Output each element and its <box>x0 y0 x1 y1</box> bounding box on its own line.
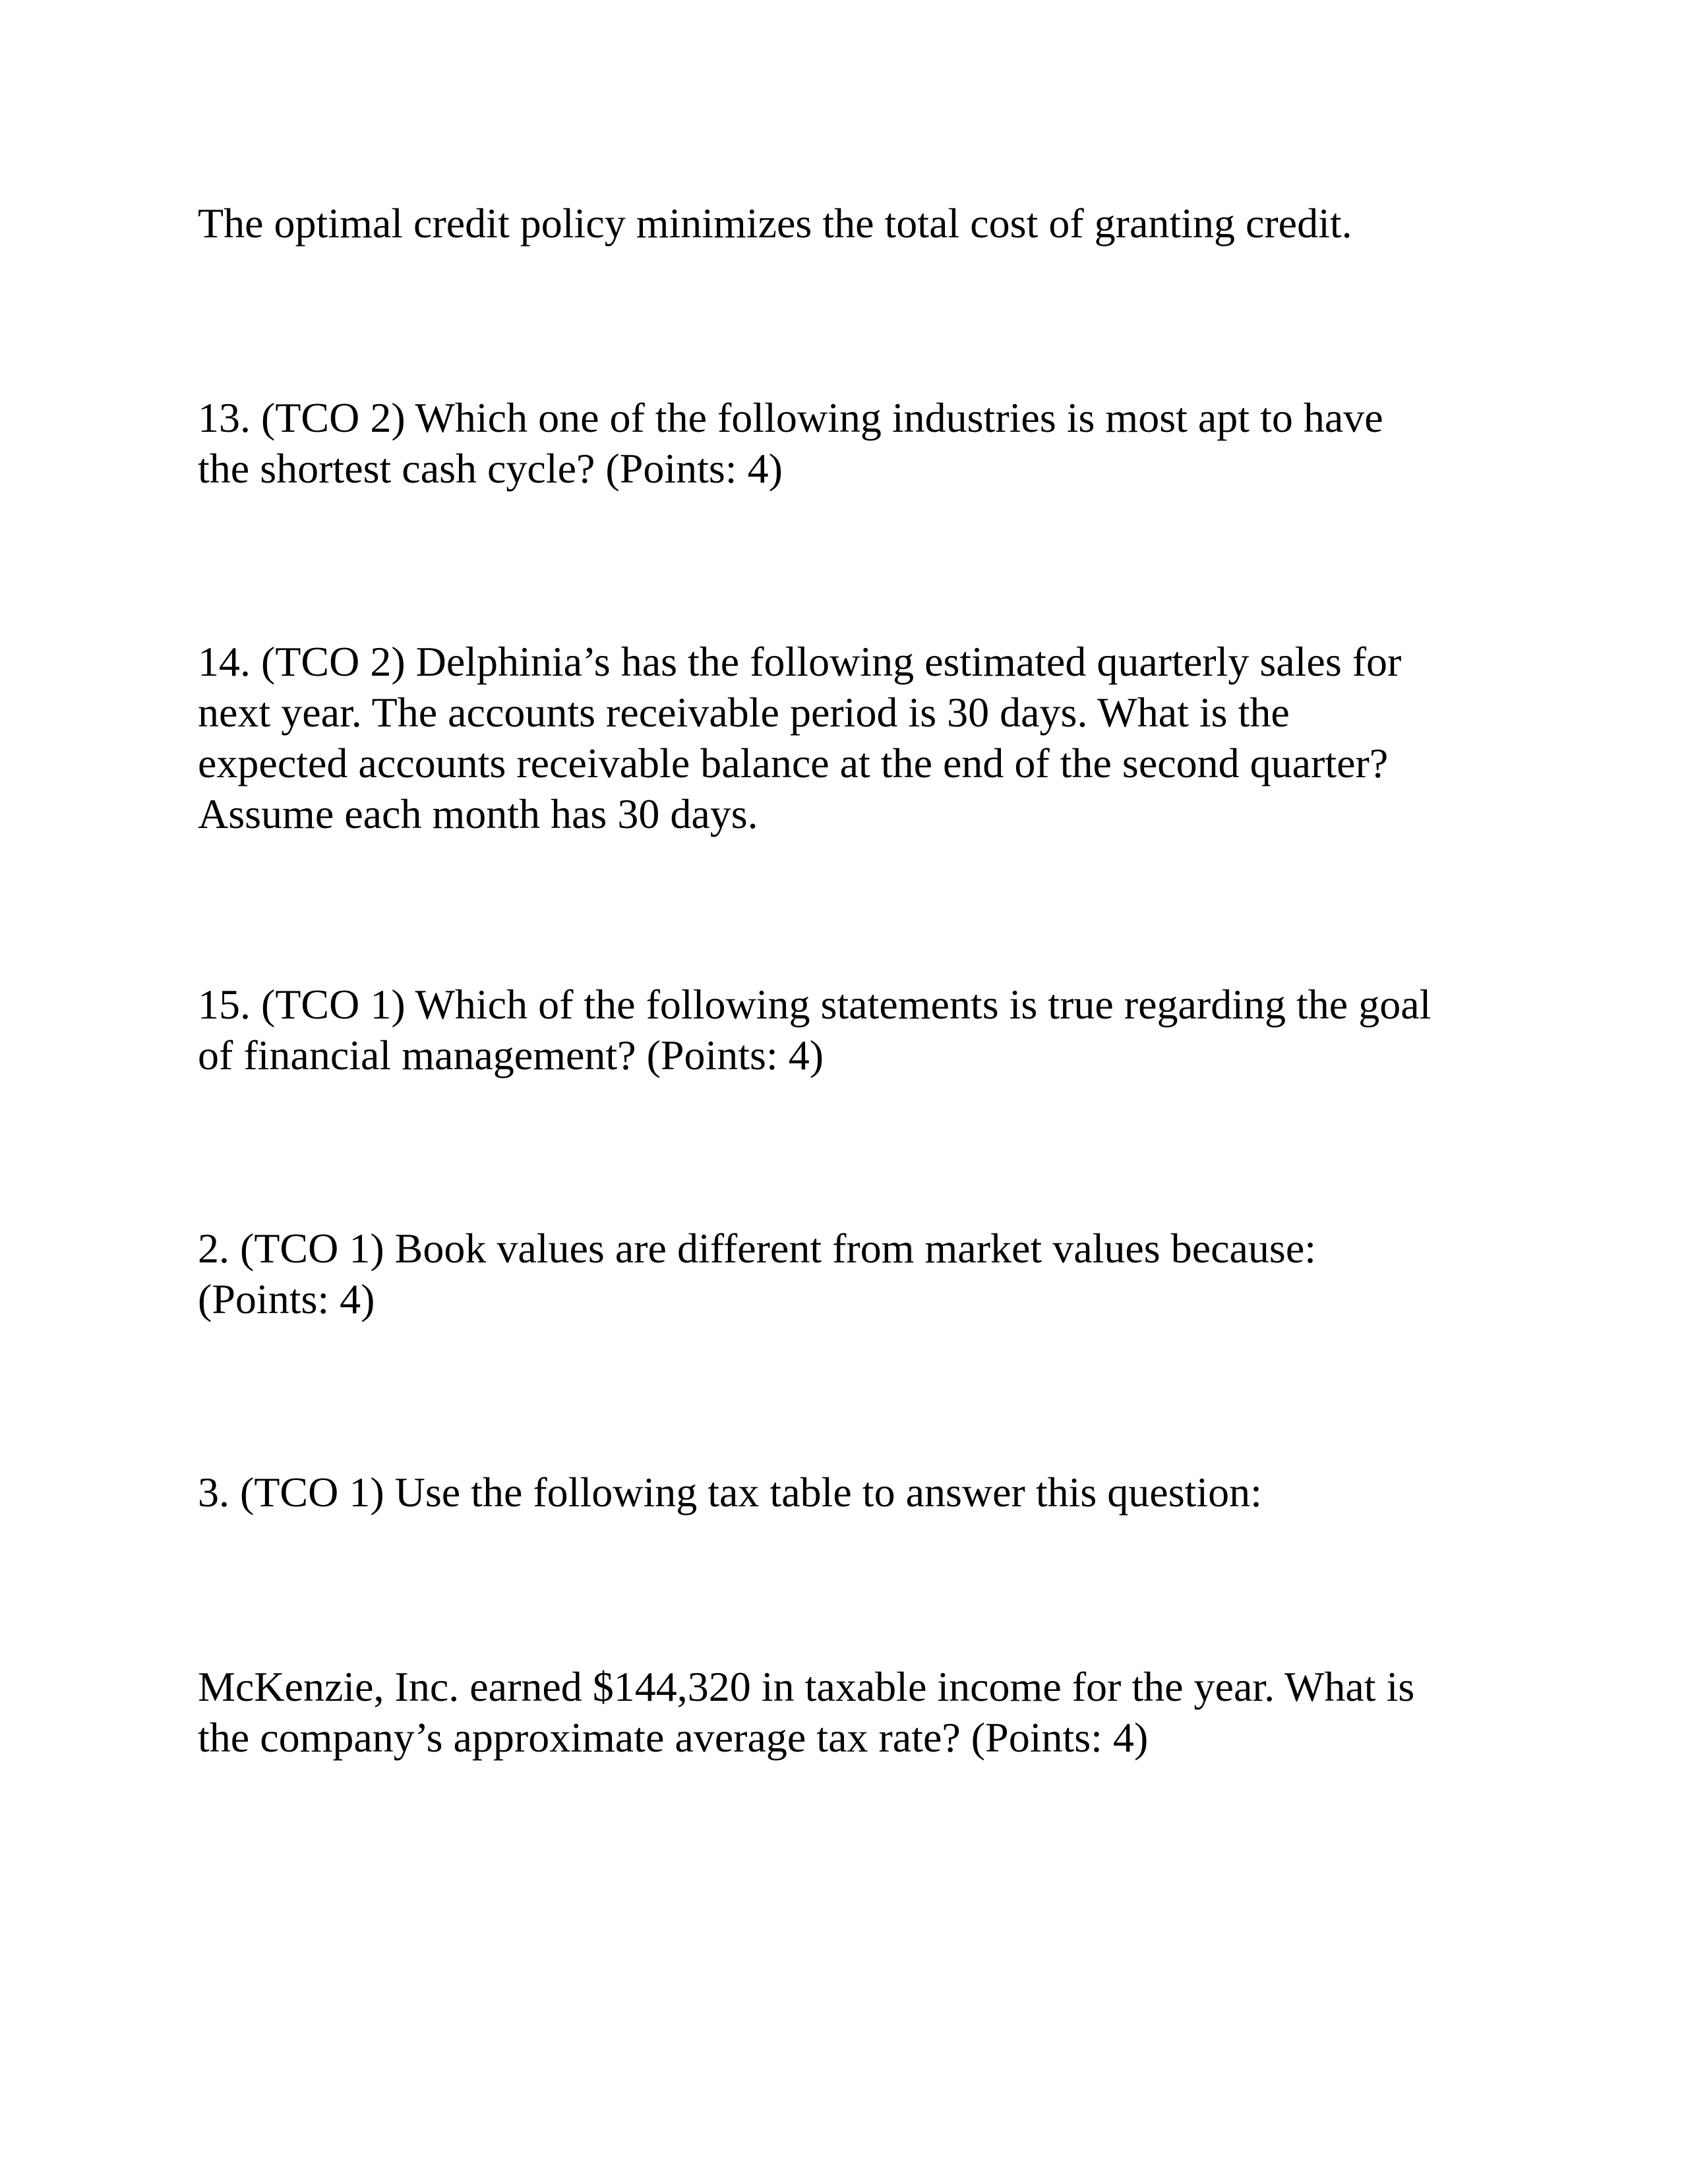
question-3-followup: McKenzie, Inc. earned $144,320 in taxable income for the year. What is the company’s approximate average tax rate? (Points: 4) <box>198 1663 1415 1761</box>
statement-optimal-credit-policy: The optimal credit policy minimizes the total cost of granting credit. <box>198 200 1352 247</box>
question-13: 13. (TCO 2) Which one of the following industries is most apt to have the shortest cash cycle? (Points: 4) <box>198 394 1383 492</box>
question-2: 2. (TCO 1) Book values are different from market values because: (Points: 4) <box>198 1225 1316 1322</box>
question-14: 14. (TCO 2) Delphinia’s has the following estimated quarterly sales for next year. The accounts receivable period is 30 days. What is the expected accounts receivable balance at the end of the second quarter? Assume each month has 30 days. <box>198 638 1402 837</box>
question-3: 3. (TCO 1) Use the following tax table to answer this question: <box>198 1469 1262 1516</box>
question-15: 15. (TCO 1) Which of the following statements is true regarding the goal of financial management? (Points: 4) <box>198 981 1432 1078</box>
